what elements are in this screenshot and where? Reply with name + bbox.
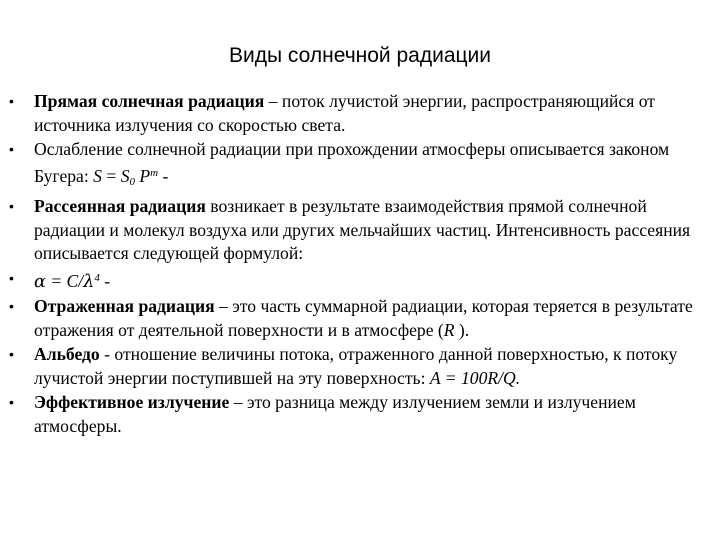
formula-tail: -: [158, 165, 169, 186]
term: Отраженная радиация: [34, 296, 215, 316]
list-item-albedo: [0, 343, 720, 390]
slide-title: Виды солнечной радиации: [229, 44, 491, 67]
formula-base: S: [120, 165, 130, 186]
formula-lambda: λ: [83, 271, 95, 292]
definition: - отношение величины потока, отраженного данной поверхностью, к потоку лучистой энергии поступившей на эту поверхность:: [34, 344, 678, 388]
definition: Ослабление солнечной радиации при прохождении атмосферы описывается законом Бугера:: [34, 139, 670, 186]
formula-lhs: S: [93, 165, 102, 186]
list-item-reflected-radiation: [0, 295, 720, 342]
definition: возникает в результате взаимодействия прямой солнечной радиации и молекул воздуха или других мельчайших частиц. Интенсивность рассеяния описывается следующей формулой:: [34, 196, 691, 263]
bullet-icon: •: [9, 269, 14, 286]
definition-tail: ).: [454, 319, 470, 340]
term: Рассеянная радиация: [34, 196, 206, 216]
definition: – это разница между излучением земли и излучением атмосферы.: [34, 392, 636, 436]
term: Прямая солнечная радиация: [34, 91, 265, 111]
bullet-icon: •: [9, 298, 14, 314]
definition: – поток лучистой энергии, распространяющийся от источника излучения со скоростью света.: [34, 91, 655, 135]
definition: – это часть суммарной радиации, которая теряется в результате отражения от деятельной поверхности и в атмосфере (: [34, 296, 693, 340]
list-item-direct-radiation: [0, 90, 720, 137]
formula-eq: = C/: [45, 270, 84, 291]
formula: A = 100R/Q.: [429, 367, 521, 388]
formula-tail: -: [99, 270, 111, 291]
bullet-icon: •: [9, 141, 14, 157]
list-item-effective-radiation: [0, 391, 720, 438]
bullet-icon: •: [9, 394, 14, 410]
formula-p-sup: m: [150, 166, 159, 179]
formula-lambda-sup: 4: [94, 271, 100, 284]
bullet-icon: •: [9, 346, 14, 362]
formula-base-sub: 0: [129, 175, 135, 188]
list-item-scattering-formula: [0, 267, 720, 295]
list-item-bouguer-law: [0, 138, 720, 194]
bullet-icon: •: [9, 198, 14, 214]
formula-p: P: [134, 165, 151, 186]
term: Альбедо: [34, 344, 100, 364]
list-item-scattered-radiation: [0, 195, 720, 266]
bullet-icon: •: [9, 93, 14, 109]
term: Эффективное излучение: [34, 392, 230, 412]
symbol: R: [443, 319, 455, 340]
formula-eq: =: [101, 165, 121, 186]
bullet-list: [0, 90, 720, 439]
formula-alpha: α: [34, 271, 46, 292]
